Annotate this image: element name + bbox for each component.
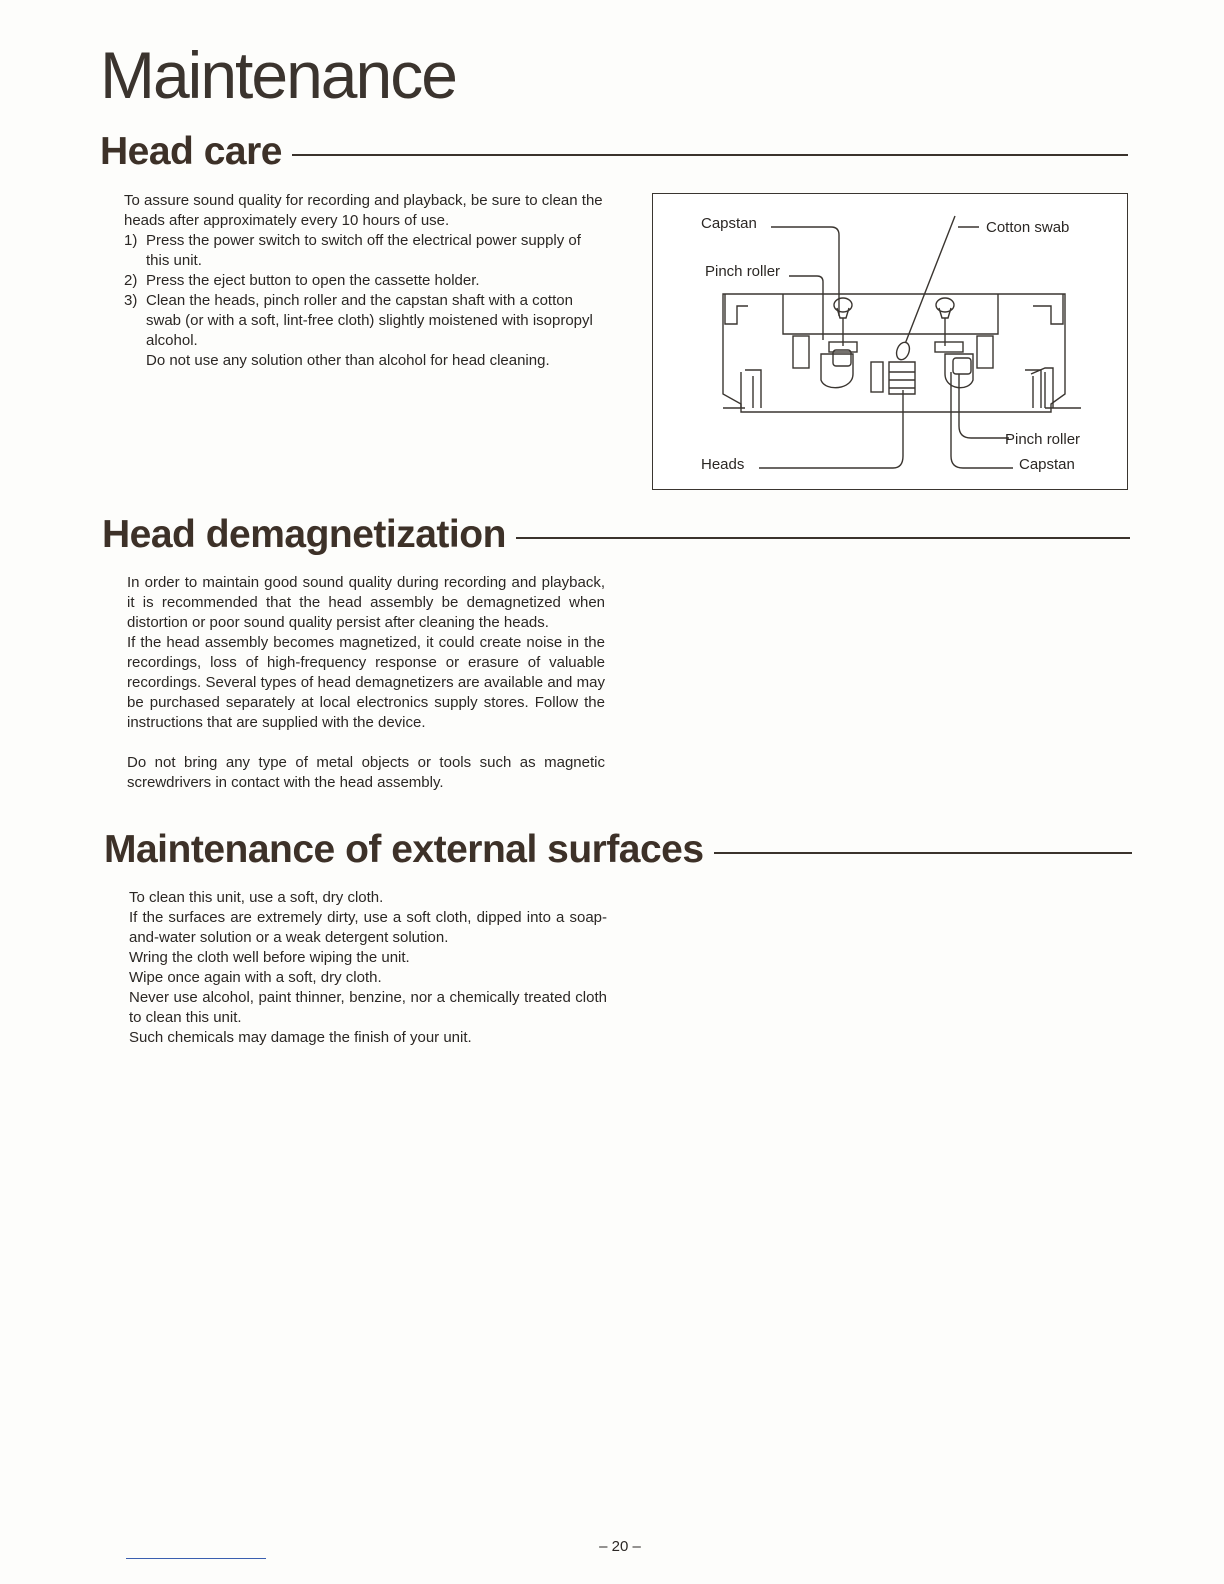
head-care-intro: To assure sound quality for recording and playback, be sure to clean the heads after approximately every 10 hours of use. [124,192,603,229]
step-item [124,271,606,291]
step-text: Press the eject button to open the cassette holder. [146,272,480,289]
step-item [124,291,606,351]
head-care-rule [292,154,1128,156]
external-surfaces-text [129,888,607,1048]
external-surfaces-rule [714,852,1132,854]
surfaces-line: Wring the cloth well before wiping the unit. [129,949,410,966]
diagram-label-heads: Heads [701,456,745,473]
diagram-label-capstan-left: Capstan [701,215,757,232]
surfaces-line: Such chemicals may damage the finish of your unit. [129,1029,472,1046]
head-demagnetization-rule [516,537,1130,539]
external-surfaces-heading [104,828,1132,872]
head-care-note: Do not use any solution other than alcohol for head cleaning. [146,352,550,369]
step-text: Press the power switch to switch off the electrical power supply of this unit. [146,232,581,269]
page-number: – 20 – [599,1538,641,1555]
surfaces-line: Wipe once again with a soft, dry cloth. [129,969,382,986]
step-number: 3) [124,292,138,309]
diagram-label-pinch-roller-left: Pinch roller [705,263,781,280]
head-demagnetization-text [127,573,605,793]
demag-paragraph-3: Do not bring any type of metal objects or tools such as magnetic screwdrivers in contact with the head assembly. [127,754,605,791]
paragraph-spacer [127,733,605,753]
page-title: Maintenance [100,38,456,112]
demag-paragraph-2: If the head assembly becomes magnetized, it could create noise in the recordings, loss of high-frequency response or erasure of valuable recordings. Several types of head demagnetizers are available and may be purchased separately at local electronics supply stores. Follow the instructions that are supplied with the device. [127,634,605,731]
step-number: 2) [124,272,138,289]
head-care-diagram [652,193,1128,490]
surfaces-line: If the surfaces are extremely dirty, use a soft cloth, dipped into a soap-and-water solution or a weak detergent solution. [129,909,607,946]
step-item [124,231,606,271]
step-number: 1) [124,232,138,249]
head-care-text [124,191,606,371]
head-care-heading-text: Head care [100,130,282,173]
head-demagnetization-heading [102,513,1130,557]
diagram-label-pinch-roller-right: Pinch roller [1005,431,1081,448]
head-care-heading [100,130,1128,174]
step-text: Clean the heads, pinch roller and the capstan shaft with a cotton swab (or with a soft, lint-free cloth) slightly moistened with isopropyl alcohol. [146,292,593,349]
head-care-steps [124,231,606,351]
demag-paragraph-1: In order to maintain good sound quality during recording and playback, it is recommended that the head assembly be demagnetized when distortion or poor sound quality persist after cleaning the heads. [127,574,605,631]
surfaces-line: Never use alcohol, paint thinner, benzine, nor a chemically treated cloth to clean this unit. [129,989,607,1026]
diagram-label-capstan-right: Capstan [1019,456,1075,473]
external-surfaces-heading-text: Maintenance of external surfaces [104,828,704,871]
surfaces-line: To clean this unit, use a soft, dry cloth. [129,889,384,906]
diagram-label-cotton-swab: Cotton swab [986,219,1070,236]
head-demagnetization-heading-text: Head demagnetization [102,513,506,556]
footer-rule [126,1558,266,1559]
